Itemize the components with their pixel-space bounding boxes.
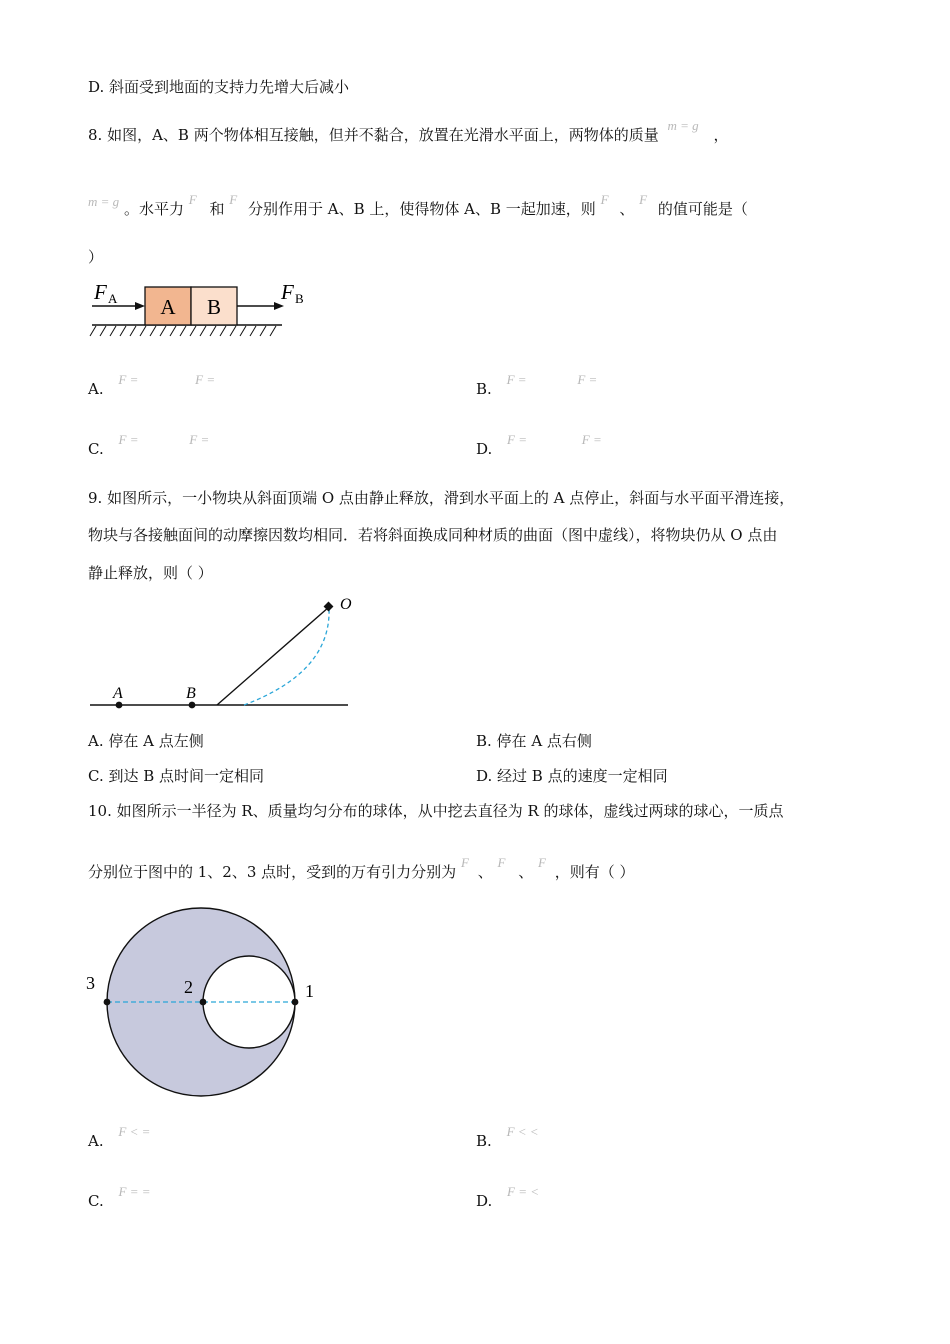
q8-option-c-f2: F = <box>189 432 210 447</box>
q8-stem-text4: 的值可能是（ <box>657 200 748 218</box>
q10-option-b-label: B. <box>476 1132 492 1150</box>
q8-force-fb: F <box>229 192 238 207</box>
q8-label-a: A <box>160 295 176 319</box>
q10-figure <box>80 902 330 1102</box>
q8-option-d-f2: F = <box>581 432 602 447</box>
q8-option-a-f1: F = <box>118 372 139 387</box>
q8-option-b-f1: F = <box>506 372 527 387</box>
q10-label-2: 2 <box>184 977 193 997</box>
q8-option-d[interactable] <box>476 432 602 460</box>
q9-figure <box>86 592 366 714</box>
q8-fa-sub: A <box>108 291 118 306</box>
q10-option-d[interactable] <box>476 1184 540 1212</box>
q9-label-o: O <box>340 596 352 613</box>
q10-force-f2: F <box>497 855 506 870</box>
q10-point-3 <box>104 999 111 1006</box>
q8-stem-line2 <box>88 192 748 220</box>
q8-force-fb-2: F <box>639 192 648 207</box>
q8-fb-sub: B <box>295 291 304 306</box>
q10-option-d-expr: F = < <box>507 1184 540 1199</box>
q10-force-f3: F <box>538 855 546 870</box>
q8-option-d-label: D. <box>476 440 493 458</box>
q9-incline <box>217 607 329 705</box>
q8-sep: 、 <box>619 200 635 218</box>
q10-option-d-label: D. <box>476 1192 493 1210</box>
q8-option-c-label: C. <box>88 440 104 458</box>
q10-stem-line2 <box>88 855 635 883</box>
q10-stem-text1: 分别位于图中的 1、2、3 点时，受到的万有引力分别为 <box>88 863 457 881</box>
q10-point-2 <box>200 999 207 1006</box>
q10-option-c[interactable] <box>88 1184 151 1212</box>
q8-option-b-f2: F = <box>577 372 598 387</box>
q8-stem-text2: 。水平力 <box>123 200 184 218</box>
q8-and: 和 <box>209 200 225 218</box>
q8-fa-label: F <box>94 280 107 304</box>
q8-stem-end: ， <box>713 126 729 144</box>
q8-mass-a-formula: m = g <box>667 118 699 133</box>
q8-figure <box>86 278 316 340</box>
q10-point-1 <box>292 999 299 1006</box>
q8-stem-text1: 8. 如图，A、B 两个物体相互接触，但并不黏合，放置在光滑水平面上，两物体的质量 <box>88 126 659 144</box>
q10-stem-text2: ，则有（ ） <box>554 863 635 881</box>
q10-hollow-sphere <box>203 956 295 1048</box>
q8-option-c[interactable] <box>88 432 210 460</box>
q8-option-b[interactable] <box>476 372 598 400</box>
q10-sep1: 、 <box>477 863 493 881</box>
q10-option-a[interactable] <box>88 1124 151 1152</box>
q9-stem-line1: 9. 如图所示，一小物块从斜面顶端 O 点由静止释放，滑到水平面上的 A 点停止，斜面与水平面平滑连接， <box>88 489 795 507</box>
q9-stem-line2: 物块与各接触面间的动摩擦因数均相同．若将斜面换成同种材质的曲面（图中虚线），将物块仍从 O 点由 <box>88 526 778 544</box>
q10-label-3: 3 <box>86 973 95 993</box>
q10-option-b-expr: F < < <box>506 1124 539 1139</box>
q10-label-1: 1 <box>305 981 314 1001</box>
q8-option-b-label: B. <box>476 380 492 398</box>
q8-arrowhead-fa <box>135 302 145 310</box>
q8-option-c-f1: F = <box>118 432 139 447</box>
q7-option-d: D. 斜面受到地面的支持力先增大后减小 <box>88 78 350 96</box>
q9-option-a[interactable]: A. 停在 A 点左侧 <box>88 732 204 750</box>
q8-stem-line3: ） <box>88 248 104 266</box>
q9-option-c[interactable]: C. 到达 B 点时间一定相同 <box>88 767 265 785</box>
q9-stem-line3: 静止释放，则（ ） <box>88 564 213 582</box>
q10-option-b[interactable] <box>476 1124 539 1152</box>
q9-option-b[interactable]: B. 停在 A 点右侧 <box>476 732 592 750</box>
q9-label-a: A <box>113 685 123 702</box>
q8-option-a-f2: F = <box>195 372 216 387</box>
q8-label-b: B <box>206 295 222 319</box>
q9-curved-surface <box>244 607 329 705</box>
q8-fb-label: F <box>281 280 294 304</box>
q8-force-fa-2: F <box>600 192 609 207</box>
q9-point-b <box>189 702 196 709</box>
q10-option-c-expr: F = = <box>118 1184 151 1199</box>
q8-stem-line1 <box>88 118 729 146</box>
q8-option-a-label: A. <box>88 380 104 398</box>
q9-point-a <box>116 702 123 709</box>
q9-option-d[interactable]: D. 经过 B 点的速度一定相同 <box>476 767 668 785</box>
q8-mass-b-formula: m = g <box>88 194 120 209</box>
q10-sep2: 、 <box>518 863 534 881</box>
q10-option-c-label: C. <box>88 1192 104 1210</box>
q9-label-b: B <box>186 685 196 702</box>
q10-option-a-label: A. <box>88 1132 104 1150</box>
q10-force-f1: F <box>460 855 469 870</box>
q8-stem-text3: 分别作用于 A、B 上，使得物体 A、B 一起加速，则 <box>248 200 596 218</box>
q10-stem-line1: 10. 如图所示一半径为 R、质量均匀分布的球体，从中挖去直径为 R 的球体，虚线过两球的球心，一质点 <box>88 802 784 820</box>
q8-option-d-f1: F = <box>507 432 528 447</box>
q8-force-fa: F <box>188 192 197 207</box>
q10-option-a-expr: F < = <box>118 1124 151 1139</box>
q8-option-a[interactable] <box>88 372 216 400</box>
q8-ground-hatching <box>90 326 276 336</box>
